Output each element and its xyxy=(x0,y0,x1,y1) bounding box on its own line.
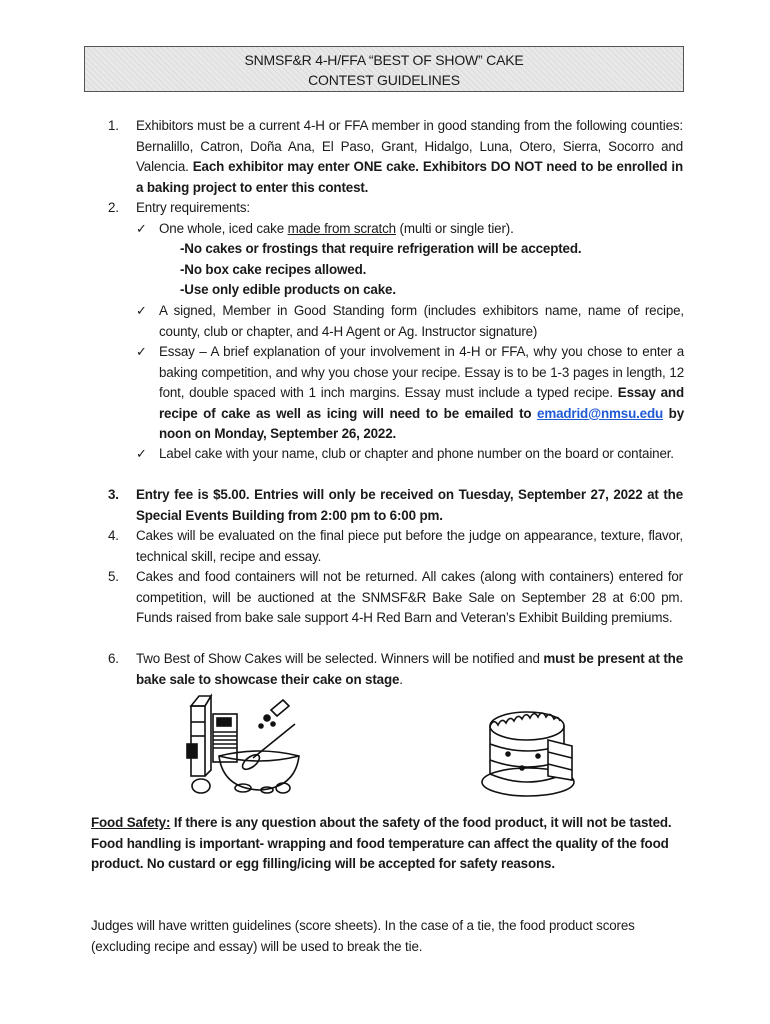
list-item-1 xyxy=(108,116,683,198)
baking-supplies-illustration xyxy=(183,692,311,796)
item-number: 4. xyxy=(108,528,119,543)
check-icon: ✓ xyxy=(136,344,147,359)
title-box xyxy=(84,46,684,92)
list-item-5 xyxy=(108,567,683,629)
food-safety-label: Food Safety: xyxy=(91,815,171,830)
email-link[interactable]: emadrid@nmsu.edu xyxy=(537,405,664,421)
list-item-4 xyxy=(108,526,683,567)
req-cake-pre: One whole, iced cake xyxy=(159,221,288,236)
item-number: 5. xyxy=(108,569,119,584)
rule-edible: -Use only edible products on cake. xyxy=(180,282,396,297)
item-1-plain: Exhibitors must be a current 4-H or FFA member in good standing from the following counties: Bernalillo, Catron, Doña Ana, El Paso, Grant, Hidalgo, Luna, Otero, Sierra, Socorro and Valencia. xyxy=(136,118,683,175)
list-item-6 xyxy=(108,649,683,690)
item-6-bold: must be present at the bake sale to showcase their cake on stage xyxy=(136,651,683,687)
item-1-bold: Each exhibitor may enter ONE cake. Exhibitors DO NOT need to be enrolled in a baking project to enter this contest. xyxy=(136,159,683,195)
check-icon: ✓ xyxy=(136,303,147,318)
list-item-2 xyxy=(108,198,683,219)
req-cake-underline: made from scratch xyxy=(287,221,396,236)
check-icon: ✓ xyxy=(136,221,147,236)
item-2-text: Entry requirements: xyxy=(136,200,250,215)
check-icon: ✓ xyxy=(136,446,147,461)
requirement-form xyxy=(136,301,684,342)
req-cake-post: (multi or single tier). xyxy=(395,221,514,236)
item-4-text: Cakes will be evaluated on the final piece put before the judge on appearance, texture, flavor, technical skill, recipe and essay. xyxy=(136,528,683,564)
requirement-label xyxy=(136,444,684,465)
req-label-text: Label cake with your name, club or chapter and phone number on the board or container. xyxy=(159,446,674,461)
item-6-plain: Two Best of Show Cakes will be selected. Winners will be notified and xyxy=(136,651,544,666)
requirement-essay xyxy=(136,342,684,445)
item-text xyxy=(136,116,683,198)
item-number: 6. xyxy=(108,651,119,666)
list-item-3 xyxy=(108,485,683,526)
requirement-cake xyxy=(136,219,684,240)
req-form-text: A signed, Member in Good Standing form (includes exhibitors name, name of recipe, county, club or chapter, and 4-H Agent or Ag. Instructor signature) xyxy=(159,303,684,339)
req-essay-plain: Essay – A brief explanation of your involvement in 4-H or FFA, why you chose to enter a baking competition, and why you chose your recipe. Essay is to be 1-3 pages in length, 12 font, double spaced with 1 inch margins. Essay must include a typed recipe. xyxy=(159,344,684,401)
food-safety-text: If there is any question about the safety of the food product, it will not be tasted. Food handling is important- wrapping and food temperature can affect the quality of the food product. No custard or egg filling/icing will be accepted for safety reasons. xyxy=(91,815,672,872)
judges-paragraph: Judges will have written guidelines (score sheets). In the case of a tie, the food product scores (excluding recipe and essay) will be used to break the tie. xyxy=(91,918,635,954)
item-3-bold: Entry fee is $5.00. Entries will only be received on Tuesday, September 27, 2022 at the Special Events Building from 2:00 pm to 6:00 pm. xyxy=(136,487,683,523)
title-line-1: SNMSF&R 4-H/FFA “BEST OF SHOW” CAKE xyxy=(244,52,524,68)
rule-refrigeration: -No cakes or frostings that require refrigeration will be accepted. xyxy=(180,241,582,256)
item-number: 3. xyxy=(108,487,119,502)
cake-illustration xyxy=(478,696,584,802)
title-line-2: CONTEST GUIDELINES xyxy=(308,72,460,88)
rule-box-cake: -No box cake recipes allowed. xyxy=(180,262,367,277)
item-number: 1. xyxy=(108,118,119,133)
req-essay-deadline: by noon on Monday, September 26, 2022. xyxy=(159,405,684,442)
item-5-text: Cakes and food containers will not be returned. All cakes (along with containers) entered for competition, will be auctioned at the SNMSF&R Bake Sale on September 28 at 6:00 pm. Funds raised from bake sale support 4-H Red Barn and Veteran’s Exhibit Building premiums. xyxy=(136,569,683,626)
food-safety-paragraph xyxy=(91,813,683,875)
item-number: 2. xyxy=(108,200,119,215)
req-essay-bold: Essay and recipe of cake as well as icing will need to be emailed to xyxy=(159,385,684,421)
item-6-end: . xyxy=(399,671,403,687)
